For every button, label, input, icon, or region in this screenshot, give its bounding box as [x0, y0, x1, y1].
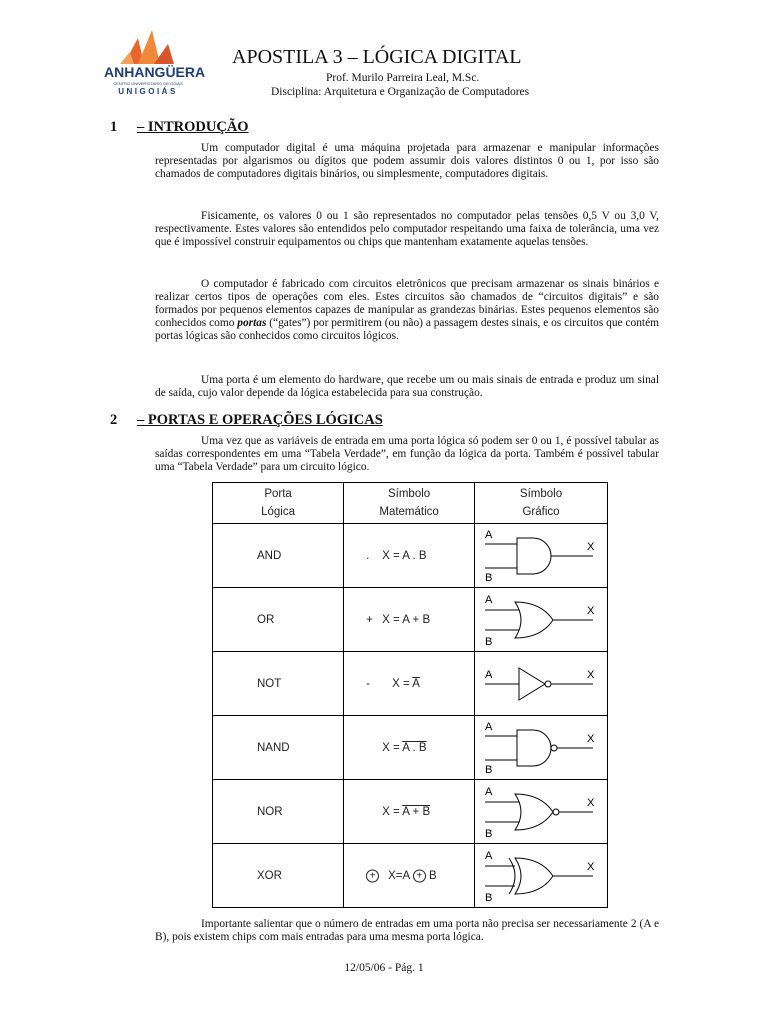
- graphic-symbol: [475, 588, 608, 652]
- output-x-label: X: [587, 540, 595, 553]
- table-row: [213, 588, 608, 652]
- header-line: Lógica: [261, 506, 296, 518]
- expression-lhs: X =: [382, 613, 403, 626]
- input-b-label: B: [485, 635, 493, 648]
- xor-operator-icon: [366, 869, 379, 882]
- section-1-paragraph-1: [155, 142, 659, 181]
- expression-lhs: X =: [382, 805, 403, 818]
- paragraph-text: [155, 278, 659, 343]
- logo-subtitle: CENTRO UNIVERSITÁRIO DE GOIÁS: [113, 81, 183, 86]
- input-b-label: B: [485, 763, 493, 776]
- paragraph-text: Uma vez que as variáveis de entrada em uma porta lógica só podem ser 0 ou 1, é possível tabular as saídas correspondentes em uma “Tabela Verdade”, em função da lógica da porta. Também é possível tabular uma “Tabela Verdade” para um circuito lógico.: [155, 435, 659, 473]
- header-line: Porta: [264, 488, 292, 500]
- expression-rhs: B: [428, 869, 437, 882]
- gate-name: OR: [213, 588, 344, 652]
- logic-gates-table: [212, 482, 608, 908]
- or-gate-icon: [475, 590, 605, 650]
- section-1-paragraph-4: [155, 374, 659, 400]
- operator-symbol: -: [366, 677, 370, 690]
- xor-operator-icon: +: [413, 869, 426, 882]
- graphic-symbol: [475, 524, 608, 588]
- output-x-label: X: [587, 732, 595, 745]
- emphasis-portas: portas: [237, 317, 267, 329]
- math-symbol: [344, 716, 475, 780]
- not-gate-icon: [475, 654, 605, 714]
- table-row: [213, 652, 608, 716]
- discipline: Disciplina: Arquitetura e Organização de Computadores: [271, 86, 530, 98]
- expression: [382, 550, 426, 562]
- section-1-paragraph-3: [155, 278, 659, 343]
- input-a-label: A: [485, 593, 493, 606]
- section-2-paragraph-2: [155, 918, 659, 944]
- graphic-symbol: [475, 844, 608, 908]
- logo-name: ANHANGÜERA: [104, 64, 206, 80]
- header-line: Matemático: [379, 506, 439, 518]
- table-header-row: [213, 483, 608, 524]
- math-symbol: [344, 652, 475, 716]
- section-2-paragraph-1: [155, 435, 659, 474]
- header-line: Símbolo: [519, 488, 563, 500]
- gate-name: NOR: [213, 780, 344, 844]
- and-gate-icon: [475, 526, 605, 586]
- input-b-label: B: [485, 827, 493, 840]
- header-simbolo-grafico: [475, 483, 608, 524]
- paragraph-text: Uma porta é um elemento do hardware, que recebe um ou mais sinais de entrada e produz um sinal de saída, cujo valor depende da lógica estabelecida para sua construção.: [155, 374, 659, 399]
- operator-symbol: .: [366, 549, 370, 562]
- gate-name: NAND: [213, 716, 344, 780]
- graphic-symbol: [475, 652, 608, 716]
- output-x-label: X: [587, 668, 595, 681]
- expression-rhs: A + B: [402, 805, 431, 818]
- nor-gate-icon: [475, 782, 605, 842]
- input-a-label: A: [485, 528, 493, 541]
- math-symbol: [344, 588, 475, 652]
- expression-lhs: X =: [382, 741, 403, 754]
- input-a-label: A: [485, 668, 493, 681]
- page-footer: 12/05/06 - Pág. 1: [344, 962, 424, 974]
- expression: [382, 742, 426, 754]
- paragraph-text-a: O computador é fabricado com circuitos eletrônicos que precisam armazenar os sinais binários e realizar certos tipos de operações com eles. Estes circuitos são chamados de “circuitos digitais” e são formados por pequenos elementos capazes de manipular as grandezas binárias. Estes pequenos elementos são conhecidos como: [155, 278, 659, 329]
- section-1-paragraph-2: [155, 210, 659, 249]
- output-x-label: X: [587, 796, 595, 809]
- section-2-title: – PORTAS E OPERAÇÕES LÓGICAS: [137, 412, 383, 428]
- document-title: APOSTILA 3 – LÓGICA DIGITAL: [232, 46, 522, 68]
- gate-name: AND: [213, 524, 344, 588]
- paragraph-text: Fisicamente, os valores 0 ou 1 são representados no computador pelas tensões 0,5 V ou 3,0 V, respectivamente. Estes valores são entendidos pelo computador respeitando uma faixa de tolerância, uma vez que é impossível construir equipamentos ou chips que mantenham exatamente aquelas tensões.: [155, 210, 659, 248]
- header-line: Gráfico: [522, 506, 560, 518]
- nand-gate-icon: [475, 718, 605, 778]
- expression-rhs: A + B: [402, 613, 431, 626]
- operator-symbol: +: [366, 613, 373, 626]
- table-row: [213, 716, 608, 780]
- header-simbolo-matematico: [344, 483, 475, 524]
- paragraph-text: Importante salientar que o número de entradas em uma porta não precisa ser necessariamente 2 (A e B), pois existem chips com mais entradas para uma mesma porta lógica.: [155, 918, 659, 943]
- expression-rhs: $\overline{A}$: [412, 677, 420, 690]
- output-x-label: X: [587, 604, 595, 617]
- section-2-number: 2: [110, 412, 118, 428]
- gate-name: NOT: [213, 652, 344, 716]
- header-porta-logica: [213, 483, 344, 524]
- expression-lhs: X=A: [388, 869, 413, 882]
- logo-unigoias: UNIGOIÁS: [118, 87, 178, 96]
- gate-name: XOR: [213, 844, 344, 908]
- math-symbol: [344, 524, 475, 588]
- expression-rhs: A . B: [402, 549, 427, 562]
- input-a-label: A: [485, 849, 493, 862]
- graphic-symbol: [475, 716, 608, 780]
- expression-lhs: X =: [392, 677, 413, 690]
- input-a-label: A: [485, 785, 493, 798]
- table-row: [213, 780, 608, 844]
- section-1-number: 1: [110, 119, 118, 135]
- output-x-label: X: [587, 860, 595, 873]
- input-a-label: A: [485, 720, 493, 733]
- section-1-title: – INTRODUÇÃO: [137, 119, 249, 135]
- math-symbol: [344, 780, 475, 844]
- graphic-symbol: [475, 780, 608, 844]
- logo-text: [104, 64, 206, 96]
- input-b-label: B: [485, 891, 493, 904]
- header-line: Símbolo: [387, 488, 431, 500]
- operator-symbol: +: [366, 869, 379, 882]
- paragraph-text-b: (“gates”) por permitirem (ou não) a passagem destes sinais, e os circuitos que contém portas lógicas são conhecidos como circuitos lógicos.: [155, 317, 659, 342]
- expression: [388, 869, 437, 882]
- math-symbol: [344, 844, 475, 908]
- expression-rhs: A . B: [402, 741, 427, 754]
- expression: [382, 614, 430, 626]
- table-row: [213, 524, 608, 588]
- author: Prof. Murilo Parreira Leal, M.Sc.: [326, 72, 480, 84]
- expression-lhs: X =: [382, 549, 403, 562]
- table-row: [213, 844, 608, 908]
- input-b-label: B: [485, 571, 493, 584]
- expression: [382, 806, 430, 818]
- xor-gate-icon: [475, 846, 605, 906]
- expression: [392, 678, 420, 690]
- paragraph-text: Um computador digital é uma máquina projetada para armazenar e manipular informações representadas por algarismos ou dígitos que podem assumir dois valores distintos 0 ou 1, por isso são chamados de computadores digitais binários, ou simplesmente, computadores digitais.: [155, 142, 659, 180]
